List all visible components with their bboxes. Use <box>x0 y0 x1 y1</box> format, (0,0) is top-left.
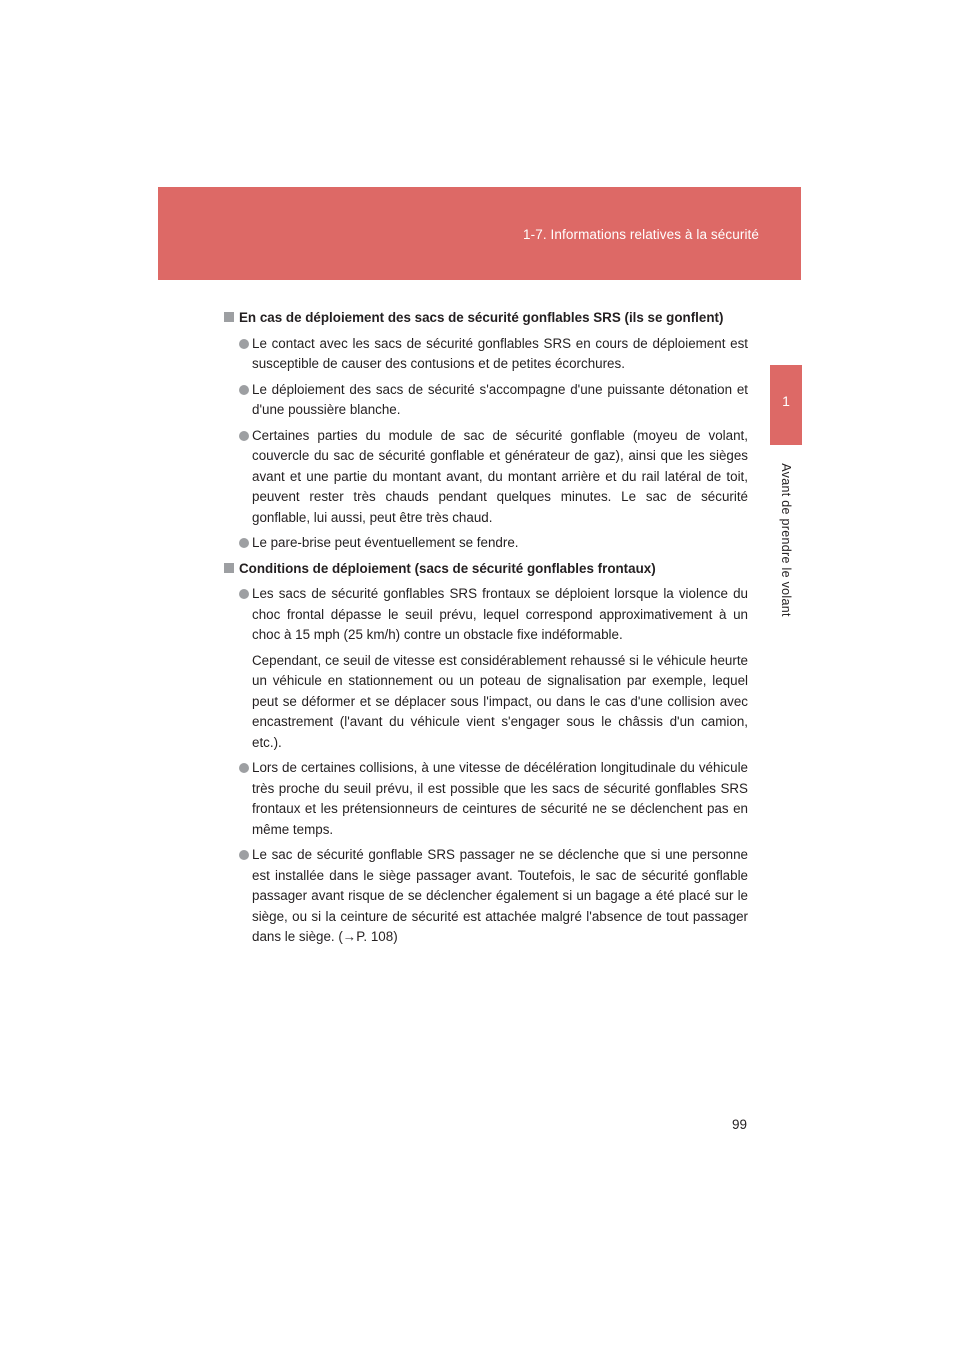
round-bullet-icon <box>239 763 249 773</box>
section-heading-deployment: En cas de déploiement des sacs de sécurité gonflables SRS (ils se gonflent) <box>224 308 748 329</box>
list-item: Le déploiement des sacs de sécurité s'accompagne d'une puissante détonation et d'une poussière blanche. <box>224 380 748 421</box>
round-bullet-icon <box>239 850 249 860</box>
round-bullet-icon <box>239 431 249 441</box>
list-item: Lors de certaines collisions, à une vitesse de décélération longitudinale du véhicule très proche du seuil prévu, il est possible que les sacs de sécurité gonflables SRS frontaux et les prétensionneurs de ceintures de sécurité ne se déclenchent pas en même temps. <box>224 758 748 840</box>
round-bullet-icon <box>239 538 249 548</box>
section-heading-conditions: Conditions de déploiement (sacs de sécurité gonflables frontaux) <box>224 559 748 580</box>
chapter-number: 1 <box>782 393 790 409</box>
chapter-side-label: Avant de prendre le volant <box>779 463 793 617</box>
page-number: 99 <box>732 1117 748 1132</box>
round-bullet-icon <box>239 589 249 599</box>
page-content <box>224 308 748 953</box>
list-item: Le sac de sécurité gonflable SRS passager ne se déclenche que si une personne est installée dans le siège passager avant. Toutefois, le sac de sécurité gonflable passager avant risque de se déclencher également si un bagage a été placé sur le siège, ou si la ceinture de sécurité est attachée malgré l'absence de tout passager dans le siège. (→P. 108) <box>224 845 748 948</box>
list-item: Le contact avec les sacs de sécurité gonflables SRS en cours de déploiement est susceptible de causer des contusions et de petites écorchures. <box>224 334 748 375</box>
round-bullet-icon <box>239 339 249 349</box>
list-item: Les sacs de sécurité gonflables SRS frontaux se déploient lorsque la violence du choc frontal dépasse le seuil prévu, lequel correspond approximativement à un choc à 15 mph (25 km/h) contre un obstacle fixe indéformable. Cependant, ce seuil de vitesse est considérablement rehaussé si le véhicule heurte un véhicule en stationnement ou un poteau de signalisation par exemple, lequel peut se déformer et se déplacer sous l'impact, ou dans le cas d'une collision avec encastrement (l'avant du véhicule vient s'engager sous le châssis d'un camion, etc.). <box>224 584 748 753</box>
chapter-header-band <box>158 187 801 280</box>
round-bullet-icon <box>239 385 249 395</box>
chapter-section-title: 1-7. Informations relatives à la sécurité <box>523 227 759 242</box>
square-bullet-icon <box>224 563 234 573</box>
square-bullet-icon <box>224 312 234 322</box>
chapter-side-tab <box>770 365 802 445</box>
list-item: Le pare-brise peut éventuellement se fendre. <box>224 533 748 554</box>
list-item: Certaines parties du module de sac de sécurité gonflable (moyeu de volant, couvercle du sac de sécurité gonflable et générateur de gaz), ainsi que les sièges avant et une partie du montant avant, du montant arrière et du rail latéral de toit, peuvent rester très chauds pendant quelques minutes. Le sac de sécurité gonflable, lui aussi, peut être très chaud. <box>224 426 748 529</box>
